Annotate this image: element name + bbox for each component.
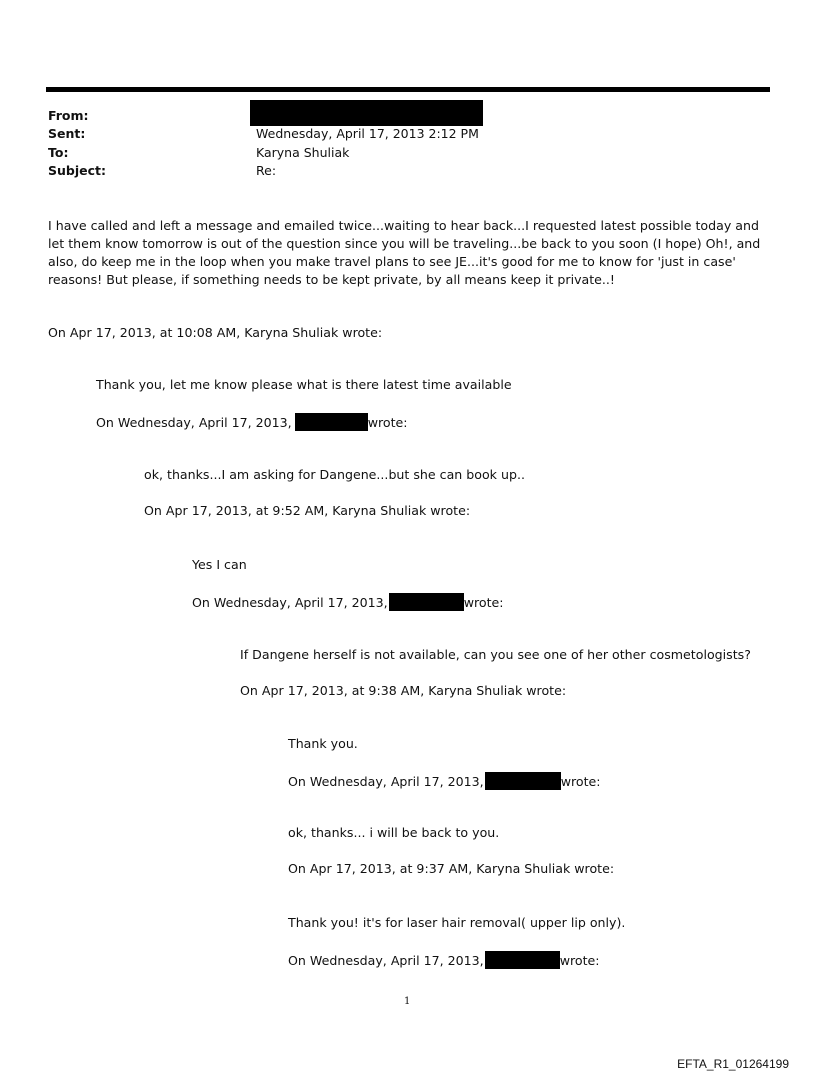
quote-attribution <box>288 951 600 969</box>
attribution-suffix: wrote: <box>367 415 408 430</box>
sent-value: Wednesday, April 17, 2013 2:12 PM <box>256 126 479 141</box>
sent-label: Sent: <box>48 126 86 141</box>
redacted-name <box>485 951 560 969</box>
quote-text: Thank you. <box>288 736 358 751</box>
attribution-prefix: On Wednesday, April 17, 2013, <box>192 595 388 610</box>
attribution-suffix: wrote: <box>560 774 601 789</box>
redacted-name <box>295 413 368 431</box>
quote-text: Thank you! it's for laser hair removal( upper lip only). <box>288 915 626 930</box>
quote-text: ok, thanks... i will be back to you. <box>288 825 500 840</box>
subject-label: Subject: <box>48 163 106 178</box>
to-value: Karyna Shuliak <box>256 145 350 160</box>
quote-attribution: On Apr 17, 2013, at 9:52 AM, Karyna Shuliak wrote: <box>144 503 471 518</box>
quote-text: If Dangene herself is not available, can you see one of her other cosmetologists? <box>240 647 751 662</box>
redacted-name <box>389 593 464 611</box>
quote-attribution: On Apr 17, 2013, at 9:38 AM, Karyna Shuliak wrote: <box>240 683 567 698</box>
attribution-prefix: On Wednesday, April 17, 2013, <box>96 415 292 430</box>
quote-attribution <box>288 772 601 790</box>
from-label: From: <box>48 108 89 123</box>
quote-attribution <box>192 593 504 611</box>
header-rule <box>46 87 770 92</box>
quote-text: Thank you, let me know please what is there latest time available <box>96 377 512 392</box>
quote-attribution <box>96 413 408 431</box>
attribution-suffix: wrote: <box>463 595 504 610</box>
quote-attribution: On Apr 17, 2013, at 9:37 AM, Karyna Shuliak wrote: <box>288 861 615 876</box>
to-label: To: <box>48 145 69 160</box>
quote-text: ok, thanks...I am asking for Dangene...but she can book up.. <box>144 467 525 482</box>
redacted-name <box>485 772 561 790</box>
quote-text: Yes I can <box>192 557 247 572</box>
attribution-suffix: wrote: <box>559 953 600 968</box>
document-id: EFTA_R1_01264199 <box>677 1057 789 1071</box>
redacted-sender <box>250 100 483 126</box>
page-number: 1 <box>404 996 411 1007</box>
quote-attribution: On Apr 17, 2013, at 10:08 AM, Karyna Shuliak wrote: <box>48 325 383 340</box>
subject-value: Re: <box>256 163 277 178</box>
attribution-prefix: On Wednesday, April 17, 2013, <box>288 774 484 789</box>
message-body: I have called and left a message and emailed twice...waiting to hear back...I requested latest possible today and let them know tomorrow is out of the question since you will be traveling...be back to you soon (I hope) Oh!, and also, do keep me in the loop when you make travel plans to see JE...it's good for me to know for 'just in case' reasons! But please, if something needs to be kept private, by all means keep it private..! <box>48 218 761 287</box>
attribution-prefix: On Wednesday, April 17, 2013, <box>288 953 484 968</box>
